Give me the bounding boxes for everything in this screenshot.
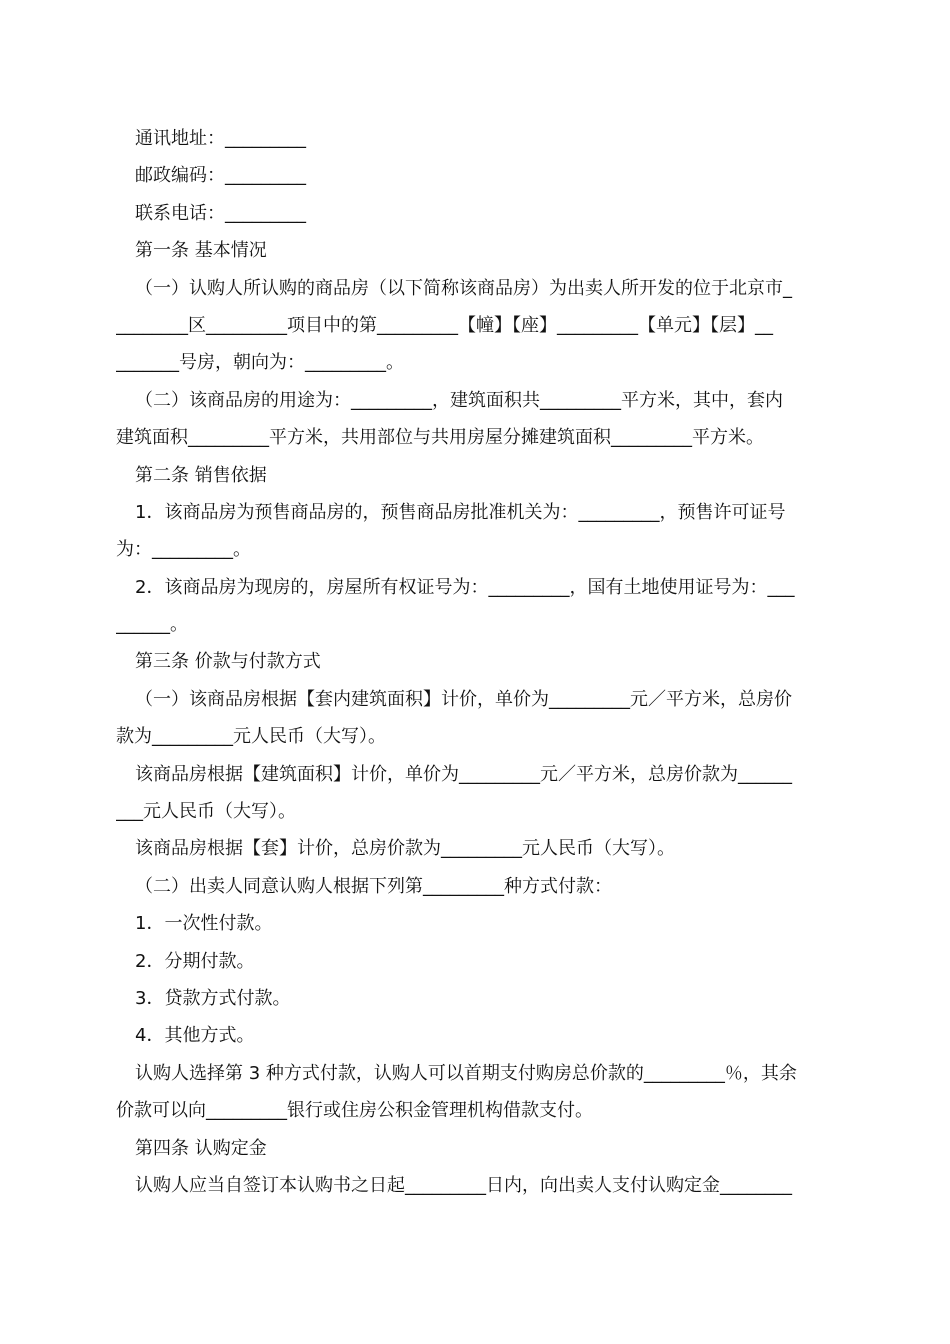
document-line: ________区_________项目中的第_________【幢】【座】_________【单元】【层】__ <box>116 314 773 336</box>
document-line: 该商品房根据【建筑面积】计价，单价为_________元／平方米，总房价款为______ <box>135 763 792 785</box>
document-line: （一）认购人所认购的商品房（以下简称该商品房）为出卖人所开发的位于北京市_ <box>135 277 792 299</box>
document-line: 通讯地址：_________ <box>135 128 306 149</box>
document-line: 联系电话：_________ <box>135 202 306 224</box>
document-line: 价款可以向_________银行或住房公积金管理机构借款支付。 <box>116 1100 593 1122</box>
document-line: 认购人应当自签订本认购书之日起_________日内，向出卖人支付认购定金________ <box>135 1174 792 1196</box>
document-page <box>116 120 838 1204</box>
document-line: 1．一次性付款。 <box>135 913 273 935</box>
document-line: 2．分期付款。 <box>135 950 255 972</box>
document-line: 邮政编码：_________ <box>135 165 306 187</box>
document-line: ______。 <box>116 614 188 636</box>
document-line: 款为_________元人民币（大写）。 <box>116 726 386 748</box>
document-line: _______号房，朝向为：_________。 <box>116 352 404 374</box>
document-line: （一）该商品房根据【套内建筑面积】计价，单价为_________元／平方米，总房价 <box>135 688 792 710</box>
document-line: 1．该商品房为预售商品房的，预售商品房批准机关为：_________，预售许可证号 <box>135 501 786 523</box>
document-line: （二）出卖人同意认购人根据下列第_________种方式付款： <box>135 875 612 897</box>
document-line: （二）该商品房的用途为：_________，建筑面积共_________平方米，其中，套内 <box>135 389 783 411</box>
document-line: 建筑面积_________平方米，共用部位与共用房屋分摊建筑面积_________平方米。 <box>116 427 764 449</box>
document-line: 第二条 销售依据 <box>135 464 267 486</box>
document-line: 为：_________。 <box>116 539 251 561</box>
document-line: 第一条 基本情况 <box>135 240 267 262</box>
document-line: 2．该商品房为现房的，房屋所有权证号为：_________，国有土地使用证号为：___ <box>135 576 795 598</box>
document-line: 该商品房根据【套】计价，总房价款为_________元人民币（大写）。 <box>135 838 675 860</box>
document-line: ___元人民币（大写）。 <box>116 801 296 823</box>
document-line: 3．贷款方式付款。 <box>135 987 291 1009</box>
document-line: 认购人选择第 3 种方式付款，认购人可以首期支付购房总价款的_________％，其余 <box>135 1062 797 1084</box>
document-line: 第四条 认购定金 <box>135 1137 267 1159</box>
document-line: 4．其他方式。 <box>135 1025 255 1047</box>
document-line: 第三条 价款与付款方式 <box>135 651 321 673</box>
